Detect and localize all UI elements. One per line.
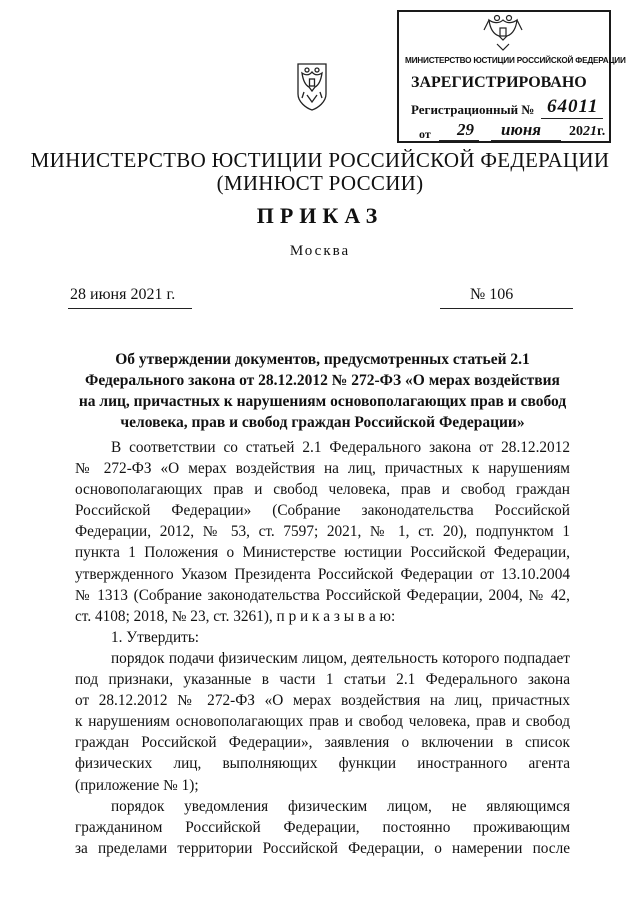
stamp-ministry: МИНИСТЕРСТВО ЮСТИЦИИ РОССИЙСКОЙ ФЕДЕРАЦИИ (405, 56, 626, 65)
body-line: порядок подачи физическим лицом, деятельность которого подпадает (111, 649, 570, 667)
document-type: ПРИКАЗ (256, 203, 384, 228)
state-emblem-icon (288, 62, 336, 112)
stamp-date-year-hand: 21 (583, 124, 597, 139)
ministry-title-line2: (МИНЮСТ РОССИИ) (216, 171, 424, 195)
stamp-regnum-label: Регистрационный № (411, 102, 535, 117)
body-line: пункта 1 Положения о Министерстве юстиции Российской Федерации, (75, 544, 570, 562)
body-line: от 28.12.2012 № 272-ФЗ «О мерах воздействия на лиц, причастных (75, 692, 570, 710)
stamp-date-month: июня (501, 120, 542, 139)
document-body (75, 437, 570, 859)
body-line: порядок уведомления физическим лицом, не являющимся (111, 797, 570, 815)
title-line: Федерального закона от 28.12.2012 № 272-ФЗ «О мерах воздействия (85, 372, 560, 389)
body-line: (приложение № 1); (75, 776, 199, 794)
document-number: № 106 (470, 286, 514, 303)
body-line: утвержденного Указом Президента Российской Федерации от 13.10.2004 (75, 565, 570, 583)
body-line: 1. Утвердить: (111, 628, 200, 646)
stamp-regnum-line (541, 118, 603, 119)
number-underline (440, 308, 573, 309)
body-line: к нарушениям основополагающих прав и свобод человека, прав и свобод (75, 713, 570, 731)
document-city: Москва (289, 243, 351, 259)
body-line: физических лиц, выполняющих функции иностранного агента (75, 755, 570, 773)
title-line: Об утверждении документов, предусмотренных статьей 2.1 (115, 351, 530, 368)
document-title (70, 349, 575, 433)
registration-stamp (397, 10, 626, 143)
stamp-month-line (491, 140, 561, 141)
stamp-date-year: 2021г. (569, 124, 606, 139)
stamp-date-day: 29 (457, 120, 474, 139)
body-line: граждан Российской Федерации», заявления о включении в список (75, 734, 570, 752)
body-line: Российской Федерации» (Собрание законодательства Российской (75, 502, 570, 520)
body-line: ст. 4108; 2018, № 23, ст. 3261), п р и к а з ы в а ю: (75, 607, 396, 625)
body-line: № 272-ФЗ «О мерах воздействия на лиц, причастных к нарушениям (75, 460, 570, 478)
title-line: человека, прав и свобод граждан Российской Федерации» (120, 414, 525, 431)
date-underline (68, 308, 192, 309)
body-line: основополагающих прав и свобод человека, прав и свобод граждан (75, 481, 570, 499)
stamp-registered: ЗАРЕГИСТРИРОВАНО (411, 74, 587, 91)
stamp-emblem-icon (481, 14, 525, 54)
stamp-regnum-value: 64011 (547, 96, 599, 117)
stamp-date-from: от (419, 127, 431, 141)
body-line: за пределами территории Российской Федерации, о намерении после (75, 839, 570, 857)
body-line: В соответствии со статьей 2.1 Федерального закона от 28.12.2012 (111, 439, 570, 456)
body-line: № 1313 (Собрание законодательства Российской Федерации, 2004, № 42, (75, 586, 570, 604)
title-line: на лиц, причастных к нарушениям основополагающих прав и свобод (78, 393, 567, 410)
document-date: 28 июня 2021 г. (70, 286, 176, 303)
ministry-title-line1: МИНИСТЕРСТВО ЮСТИЦИИ РОССИЙСКОЙ ФЕДЕРАЦИИ (30, 148, 610, 172)
body-line: под признаки, указанные в части 1 статьи 2.1 Федерального закона (75, 671, 570, 689)
body-line: Федерации, 2012, № 53, ст. 7597; 2021, № 1, ст. 20), подпунктом 1 (75, 523, 570, 541)
body-line: гражданином Российской Федерации, постоянно проживающим (75, 818, 570, 836)
stamp-day-line (439, 140, 479, 141)
